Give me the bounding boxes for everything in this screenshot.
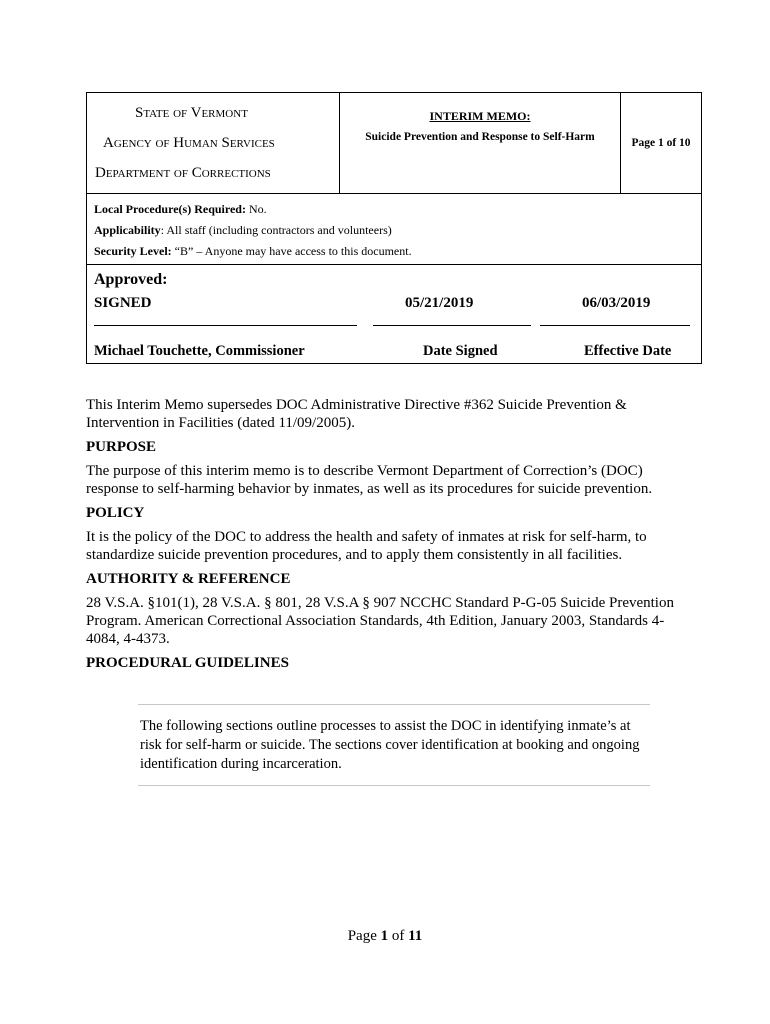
guidelines-note: The following sections outline processes to assist the DOC in identifying inmate’s at risk for self-harm or suicide. The sections cover identification at booking and ongoing identification during incarceration.: [140, 718, 640, 772]
signed-text: SIGNED: [94, 295, 152, 311]
approval-row: [87, 265, 701, 363]
memo-title: INTERIM MEMO:: [429, 109, 531, 123]
details-row: [87, 194, 701, 265]
date-signed-value: 05/21/2019: [405, 295, 474, 311]
policy-paragraph: It is the policy of the DOC to address the health and safety of inmates at risk for self-harm, to standardize suicide prevention procedures, and to apply them consistently in all facilities.: [86, 529, 647, 563]
header-table: [86, 92, 702, 364]
applicability-label: Applicability: [94, 223, 161, 237]
date-signed-line: [373, 325, 531, 326]
applicability-line: [94, 223, 392, 238]
state-name: State of Vermont: [135, 105, 248, 121]
approved-heading: Approved:: [94, 271, 168, 288]
document-body: [86, 396, 696, 678]
security-level-value: “B” – Anyone may have access to this document.: [174, 244, 412, 258]
local-procedure-label: Local Procedure(s) Required:: [94, 202, 246, 216]
purpose-heading: PURPOSE: [86, 439, 157, 455]
local-procedure-value: No.: [248, 202, 267, 216]
signature-line: [94, 325, 357, 326]
footer-page-number: 1: [380, 928, 389, 944]
footer-page-word: Page: [347, 928, 377, 944]
security-level-line: [94, 244, 412, 259]
policy-heading: POLICY: [86, 505, 145, 521]
footer-of-word: of: [391, 928, 405, 944]
footer-page-total: 11: [408, 928, 423, 944]
agency-name: Agency of Human Services: [103, 135, 275, 151]
guidelines-note-box: [138, 704, 650, 786]
security-level-label: Security Level:: [94, 244, 172, 258]
signer-name: Michael Touchette, Commissioner: [94, 343, 305, 359]
memo-subject: Suicide Prevention and Response to Self-Harm: [365, 131, 595, 143]
authority-paragraph: 28 V.S.A. §101(1), 28 V.S.A. § 801, 28 V.S.A § 907 NCCHC Standard P-G-05 Suicide Prevention Program. American Correctional Association Standards, 4th Edition, January 2003, Standards 4-4084, 4-4373.: [86, 595, 674, 647]
memo-cell: [340, 93, 621, 193]
applicability-value: : All staff (including contractors and volunteers): [160, 223, 392, 237]
authority-heading: AUTHORITY & REFERENCE: [86, 571, 291, 587]
header-top-row: [87, 93, 701, 194]
effective-date-label: Effective Date: [584, 343, 672, 359]
department-name: Department of Corrections: [95, 165, 271, 181]
page-footer: [0, 928, 770, 945]
page-indicator: Page 1 of 10: [631, 137, 691, 149]
local-procedure-line: [94, 202, 267, 217]
guidelines-heading: PROCEDURAL GUIDELINES: [86, 655, 289, 671]
effective-date-line: [540, 325, 690, 326]
intro-paragraph: This Interim Memo supersedes DOC Administrative Directive #362 Suicide Prevention & Intervention in Facilities (dated 11/09/2005).: [86, 397, 627, 431]
agency-cell: [87, 93, 340, 193]
purpose-paragraph: The purpose of this interim memo is to describe Vermont Department of Correction’s (DOC) response to self-harming behavior by inmates, as well as its procedures for suicide prevention.: [86, 463, 653, 497]
effective-date-value: 06/03/2019: [582, 295, 651, 311]
page-cell: [621, 93, 701, 193]
date-signed-label: Date Signed: [423, 343, 498, 359]
